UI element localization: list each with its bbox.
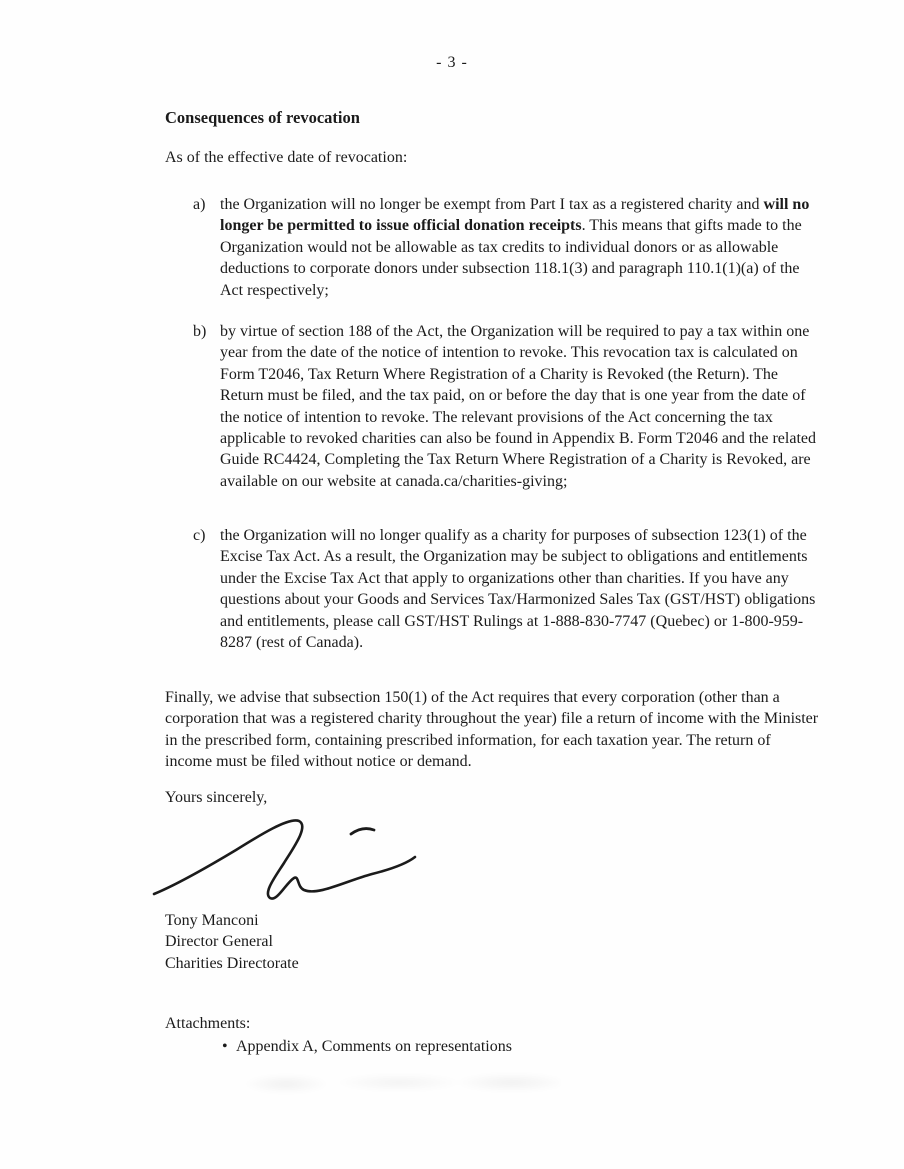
bullet-icon: • [222, 1038, 228, 1055]
valediction: Yours sincerely, [165, 789, 268, 806]
scan-smudge-artifact [238, 1066, 560, 1096]
list-item-c [193, 525, 821, 653]
list-item-c-text: the Organization will no longer qualify as a charity for purposes of subsection 123(1) of the Excise Tax Act. As a result, the Organization may be subject to obligations and entitlements under the Excise Tax Act that apply to organizations other than charities. If you have any questions about your Goods and Services Tax/Harmonized Sales Tax (GST/HST) obligations and entitlements, please call GST/HST Rulings at 1-888-830-7747 (Quebec) or 1-800-959-8287 (rest of Canada). [220, 527, 816, 652]
item-a-text-before-bold: the Organization will no longer be exempt from Part I tax as a registered charity and [220, 196, 764, 213]
list-item-b [193, 321, 821, 492]
section-heading: Consequences of revocation [165, 108, 360, 127]
list-item-a-text [220, 194, 821, 301]
attachments-label: Attachments: [165, 1015, 251, 1032]
signer-title: Director General [165, 933, 273, 951]
list-marker-c: c) [193, 527, 206, 544]
attachment-item-text: Appendix A, Comments on representations [236, 1038, 512, 1055]
list-marker-a: a) [193, 196, 206, 213]
list-marker-b: b) [193, 323, 207, 340]
closing-paragraph: Finally, we advise that subsection 150(1) of the Act requires that every corporation (other than a corporation that was a registered charity throughout the year) file a return of income with the Minister in the prescribed form, containing prescribed information, for each taxation year. The return of income must be filed without notice or demand. [165, 689, 819, 771]
signature-handwriting [148, 812, 428, 912]
signature-main-stroke [154, 820, 415, 898]
list-item-b-text: by virtue of section 188 of the Act, the Organization will be required to pay a tax within one year from the date of the notice of intention to revoke. This revocation tax is calculated on Form T2046, Tax Return Where Registration of a Charity is Revoked (the Return). The Return must be filed, and the tax paid, on or before the day that is one year from the date of the notice of intention to revoke. The relevant provisions of the Act concerning the tax applicable to revoked charities can also be found in Appendix B. Form T2046 and the related Guide RC4424, Completing the Tax Return Where Registration of a Charity is Revoked, are available on our website at canada.ca/charities-giving; [220, 323, 816, 490]
item-a-bold-text: will no longer be permitted to issue official donation receipts [220, 196, 810, 235]
intro-line: As of the effective date of revocation: [165, 149, 408, 166]
signer-department: Charities Directorate [165, 954, 299, 972]
item-a-text-after-bold: . This means that gifts made to the Organization would not be allowable as tax credits to individual donors or as allowable deductions to corporate donors under subsection 118.1(3) and paragraph 110.1(1)(a) of the Act respectively; [220, 217, 802, 299]
page-number: - 3 - [436, 54, 468, 71]
list-item-a [193, 194, 821, 301]
signature-block [165, 910, 299, 974]
signer-name: Tony Manconi [165, 912, 259, 929]
signature-accent-dash [351, 829, 374, 834]
attachment-item [222, 1038, 512, 1056]
